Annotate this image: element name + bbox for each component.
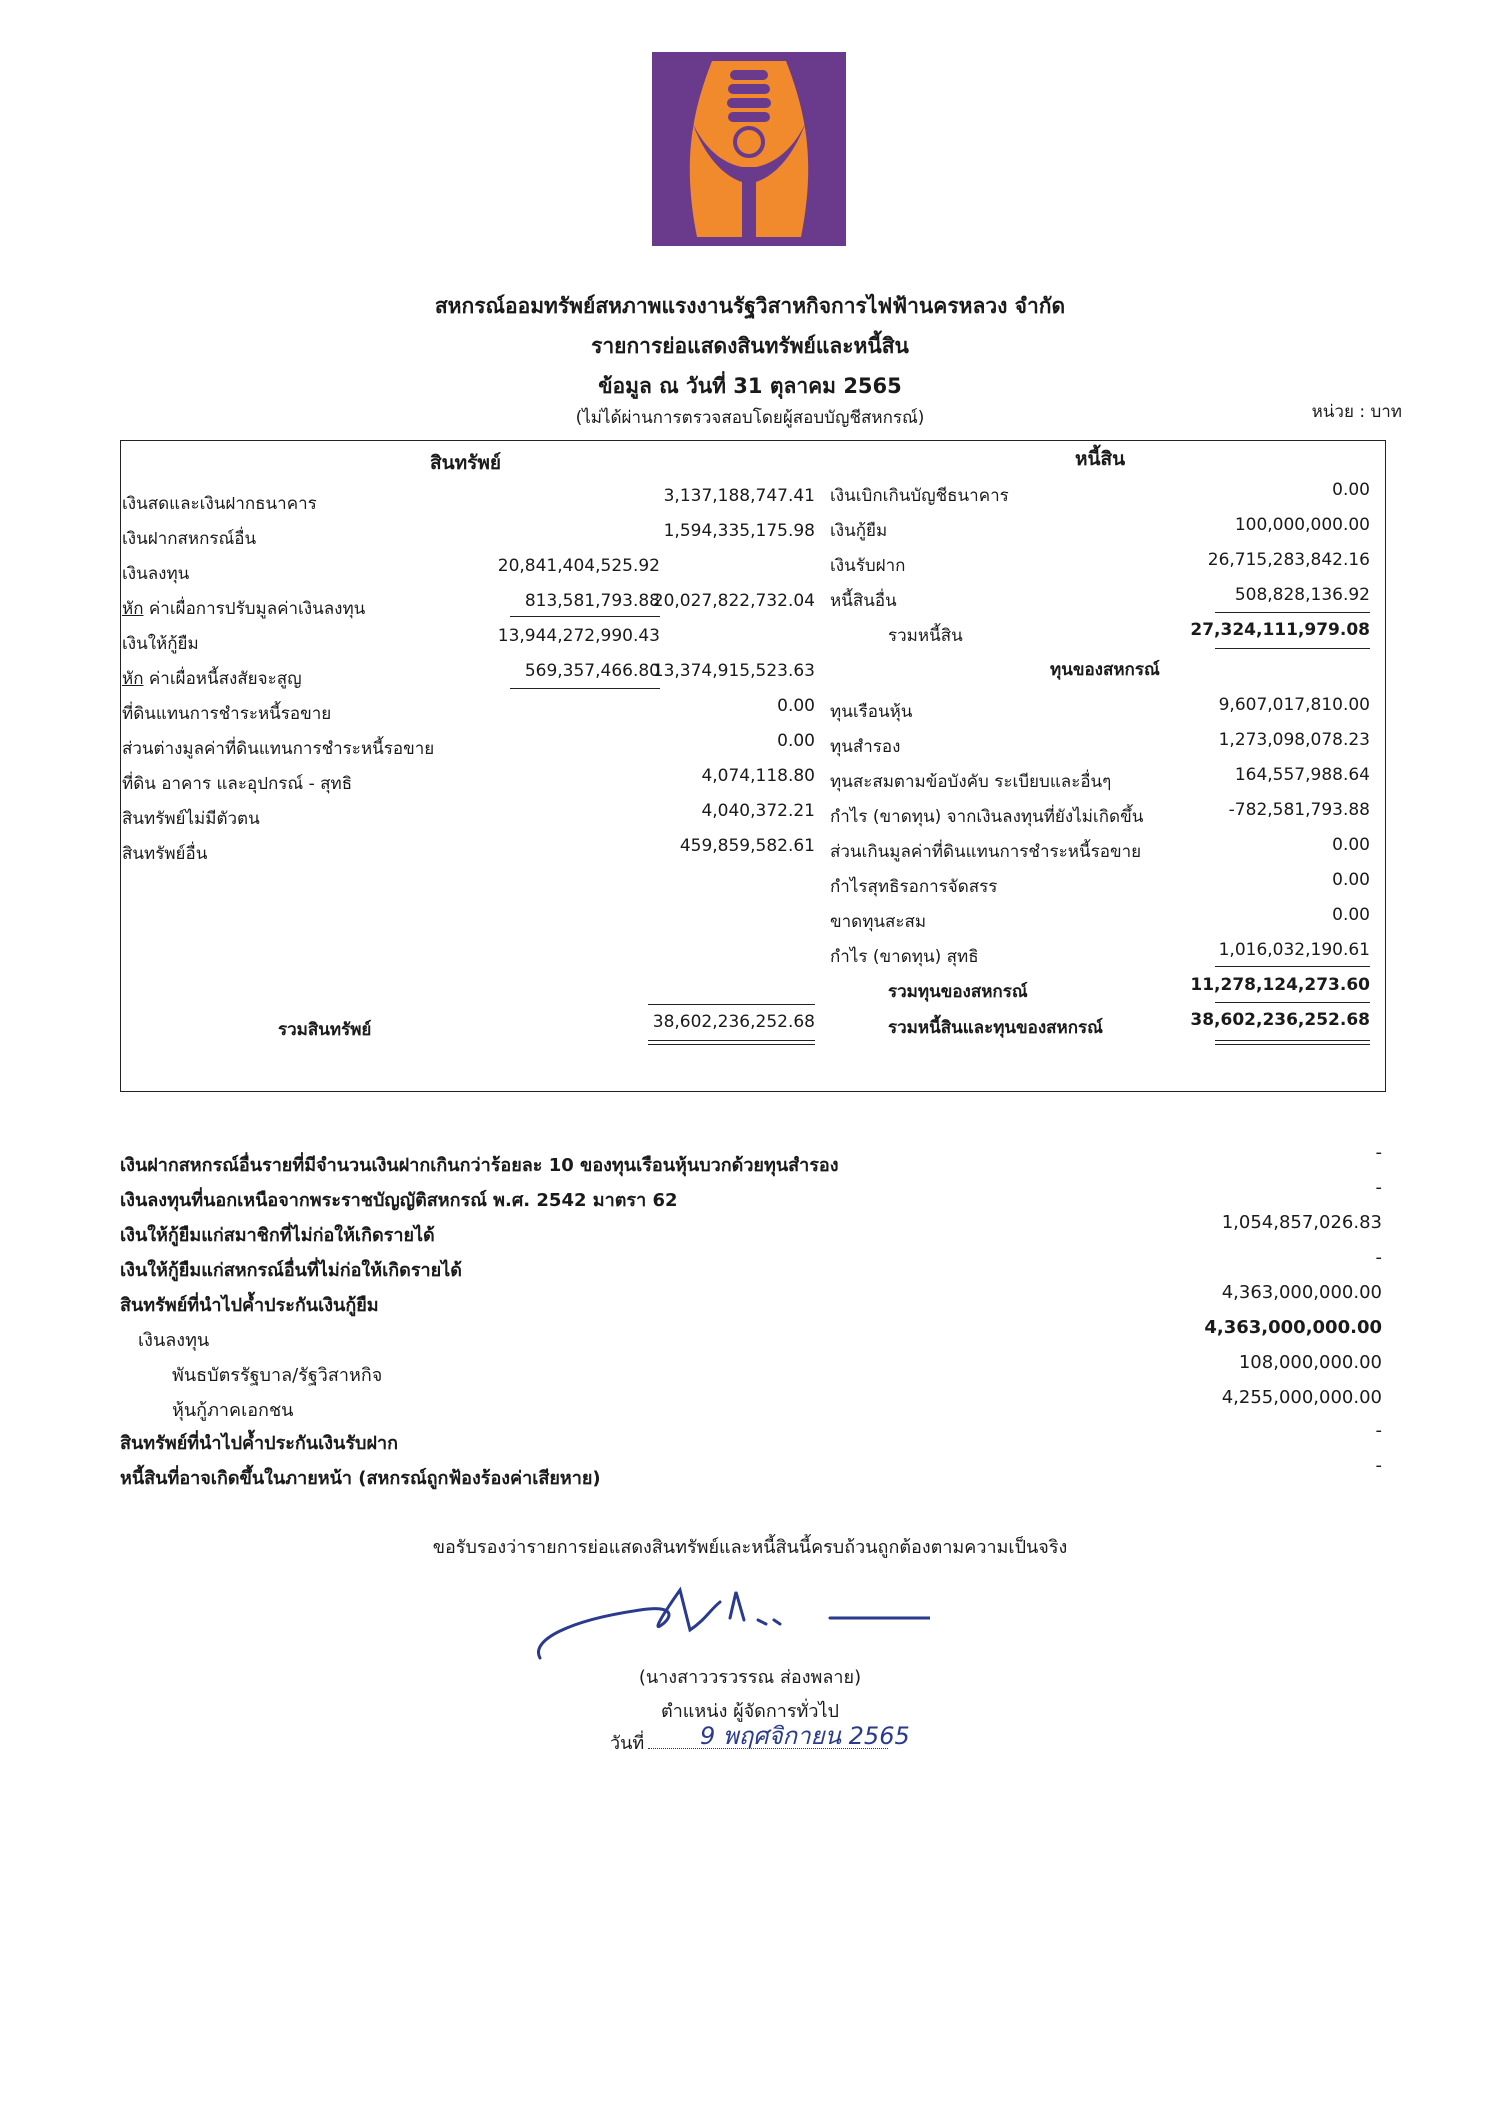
asset-sub-amount: 569,357,466.80 [524, 661, 660, 681]
asset-label [122, 665, 302, 692]
equity-label: กำไรสุทธิรอการจัดสรร [830, 877, 998, 897]
cooperative-logo [652, 52, 846, 246]
equity-amount: 164,557,988.64 [1234, 765, 1370, 785]
disclosure-label: เงินให้กู้ยืมแก่สมาชิกที่ไม่ก่อให้เกิดรายได้ [120, 1225, 435, 1246]
total-rule-double-1 [648, 1040, 815, 1041]
signature-image [530, 1580, 930, 1670]
disclosure-label: สินทรัพย์ที่นำไปค้ำประกันเงินกู้ยืม [120, 1295, 379, 1316]
equity-amount: 0.00 [1332, 905, 1370, 925]
underline-rule [510, 616, 660, 617]
total-liabilities-amount: 27,324,111,979.08 [1190, 620, 1370, 640]
equity-label: ทุนสะสมตามข้อบังคับ ระเบียบและอื่นๆ [830, 772, 1112, 792]
disclosure-value: - [1375, 1420, 1382, 1441]
asset-amount: 3,137,188,747.41 [663, 486, 815, 506]
disclosure-value: - [1375, 1142, 1382, 1163]
organization-name: สหกรณ์ออมทรัพย์สหภาพแรงงานรัฐวิสาหกิจการไฟฟ้านครหลวง จำกัด [434, 294, 1066, 318]
total-assets-amount: 38,602,236,252.68 [652, 1012, 815, 1032]
signatory-name: (นางสาววรวรรณ ส่องพลาย) [638, 1667, 862, 1688]
asset-label: ส่วนต่างมูลค่าที่ดินแทนการชำระหนี้รอขาย [122, 739, 435, 759]
disclosure-label: เงินฝากสหกรณ์อื่นรายที่มีจำนวนเงินฝากเกินกว่าร้อยละ 10 ของทุนเรือนหุ้นบวกด้วยทุนสำรอง [120, 1155, 839, 1176]
asset-amount: 13,374,915,523.63 [652, 661, 815, 681]
asset-label: เงินฝากสหกรณ์อื่น [122, 529, 257, 549]
total-equity-label: รวมทุนของสหกรณ์ [888, 982, 1028, 1002]
liability-label: เงินรับฝาก [830, 556, 906, 576]
asset-label: ที่ดินแทนการชำระหนี้รอขาย [122, 704, 332, 724]
equity-label: ทุนสำรอง [830, 737, 901, 757]
less-prefix: หัก [122, 669, 144, 689]
asset-amount: 4,074,118.80 [701, 766, 815, 786]
liability-label: หนี้สินอื่น [830, 591, 897, 611]
equity-amount: 1,016,032,190.61 [1218, 940, 1370, 960]
equity-amount: 0.00 [1332, 835, 1370, 855]
disclosure-label: หนี้สินที่อาจเกิดขึ้นในภายหน้า (สหกรณ์ถูกฟ้องร้องค่าเสียหาย) [120, 1468, 601, 1489]
equity-label: กำไร (ขาดทุน) สุทธิ [830, 947, 979, 967]
date-label: วันที่ [610, 1733, 645, 1754]
asset-amount: 0.00 [777, 696, 815, 716]
disclosure-label: พันธบัตรรัฐบาล/รัฐวิสาหกิจ [172, 1365, 383, 1386]
disclosure-label: เงินลงทุน [138, 1330, 210, 1351]
total-liabilities-label: รวมหนี้สิน [888, 626, 963, 646]
unit-label: หน่วย : บาท [1311, 402, 1402, 422]
liability-amount: 508,828,136.92 [1234, 585, 1370, 605]
report-title: รายการย่อแสดงสินทรัพย์และหนี้สิน [591, 334, 909, 358]
disclosure-label: สินทรัพย์ที่นำไปค้ำประกันเงินรับฝาก [120, 1433, 398, 1454]
disclosure-value: 108,000,000.00 [1238, 1352, 1382, 1373]
liability-amount: 26,715,283,842.16 [1207, 550, 1370, 570]
asset-label: สินทรัพย์ไม่มีตัวตน [122, 809, 260, 829]
underline-rule [1215, 648, 1370, 649]
equity-label: ทุนเรือนหุ้น [830, 702, 913, 722]
underline-rule [1215, 612, 1370, 613]
disclosure-value: 4,255,000,000.00 [1221, 1387, 1382, 1408]
disclosure-value: 1,054,857,026.83 [1221, 1212, 1382, 1233]
asset-sub-amount: 13,944,272,990.43 [497, 626, 660, 646]
liability-amount: 0.00 [1332, 480, 1370, 500]
grand-total-amount: 38,602,236,252.68 [1190, 1010, 1370, 1030]
total-rule-double-2 [1215, 1044, 1370, 1045]
asset-label: เงินสดและเงินฝากธนาคาร [122, 494, 317, 514]
asset-label: เงินลงทุน [122, 564, 190, 584]
asset-label-text: ค่าเผื่อหนี้สงสัยจะสูญ [143, 669, 302, 689]
equity-label: ส่วนเกินมูลค่าที่ดินแทนการชำระหนี้รอขาย [830, 842, 1142, 862]
underline-rule [1215, 966, 1370, 967]
equity-amount: 0.00 [1332, 870, 1370, 890]
asset-label-text: ค่าเผื่อการปรับมูลค่าเงินลงทุน [143, 599, 366, 619]
liabilities-heading: หนี้สิน [1075, 448, 1126, 470]
total-equity-amount: 11,278,124,273.60 [1190, 975, 1370, 995]
underline-rule [1215, 1002, 1370, 1003]
asset-label: เงินให้กู้ยืม [122, 634, 199, 654]
disclosure-value: 4,363,000,000.00 [1221, 1282, 1382, 1303]
asset-amount: 20,027,822,732.04 [652, 591, 815, 611]
disclosure-value: - [1375, 1247, 1382, 1268]
disclosure-value: - [1375, 1177, 1382, 1198]
disclosure-value: - [1375, 1455, 1382, 1476]
asset-amount: 4,040,372.21 [701, 801, 815, 821]
total-rule-top [648, 1004, 815, 1005]
date-handwritten: 9 พฤศจิกายน 2565 [700, 1722, 910, 1750]
asset-label: ที่ดิน อาคาร และอุปกรณ์ - สุทธิ [122, 774, 353, 794]
asset-label [122, 595, 365, 622]
asset-sub-amount: 813,581,793.88 [524, 591, 660, 611]
underline-rule [510, 688, 660, 689]
equity-label: ขาดทุนสะสม [830, 912, 927, 932]
total-assets-label: รวมสินทรัพย์ [278, 1020, 372, 1040]
less-prefix: หัก [122, 599, 144, 619]
equity-amount: 9,607,017,810.00 [1218, 695, 1370, 715]
disclosure-value: 4,363,000,000.00 [1204, 1317, 1382, 1338]
equity-amount: -782,581,793.88 [1228, 800, 1370, 820]
certification-statement: ขอรับรองว่ารายการย่อแสดงสินทรัพย์และหนี้สินนี้ครบถ้วนถูกต้องตามความเป็นจริง [432, 1537, 1068, 1558]
disclosure-label: หุ้นกู้ภาคเอกชน [172, 1400, 294, 1421]
asset-amount: 1,594,335,175.98 [663, 521, 815, 541]
equity-heading: ทุนของสหกรณ์ [1050, 660, 1160, 680]
total-rule-double-1 [1215, 1040, 1370, 1041]
equity-label: กำไร (ขาดทุน) จากเงินลงทุนที่ยังไม่เกิดขึ้น [830, 807, 1144, 827]
total-rule-double-2 [648, 1044, 815, 1045]
liability-amount: 100,000,000.00 [1234, 515, 1370, 535]
asset-amount: 0.00 [777, 731, 815, 751]
disclosure-label: เงินลงทุนที่นอกเหนือจากพระราชบัญญัติสหกรณ์ พ.ศ. 2542 มาตรา 62 [120, 1190, 678, 1211]
asset-sub-amount: 20,841,404,525.92 [497, 556, 660, 576]
audit-note: (ไม่ได้ผ่านการตรวจสอบโดยผู้สอบบัญชีสหกรณ์) [575, 408, 925, 428]
liability-label: เงินเบิกเกินบัญชีธนาคาร [830, 486, 1009, 506]
signatory-position: ตำแหน่ง ผู้จัดการทั่วไป [661, 1701, 839, 1722]
disclosure-label: เงินให้กู้ยืมแก่สหกรณ์อื่นที่ไม่ก่อให้เกิดรายได้ [120, 1260, 462, 1281]
asset-label: สินทรัพย์อื่น [122, 844, 208, 864]
assets-heading: สินทรัพย์ [430, 452, 501, 474]
asset-amount: 459,859,582.61 [679, 836, 815, 856]
report-date: ข้อมูล ณ วันที่ 31 ตุลาคม 2565 [598, 374, 902, 398]
liability-label: เงินกู้ยืม [830, 521, 888, 541]
grand-total-label: รวมหนี้สินและทุนของสหกรณ์ [888, 1018, 1103, 1038]
equity-amount: 1,273,098,078.23 [1218, 730, 1370, 750]
